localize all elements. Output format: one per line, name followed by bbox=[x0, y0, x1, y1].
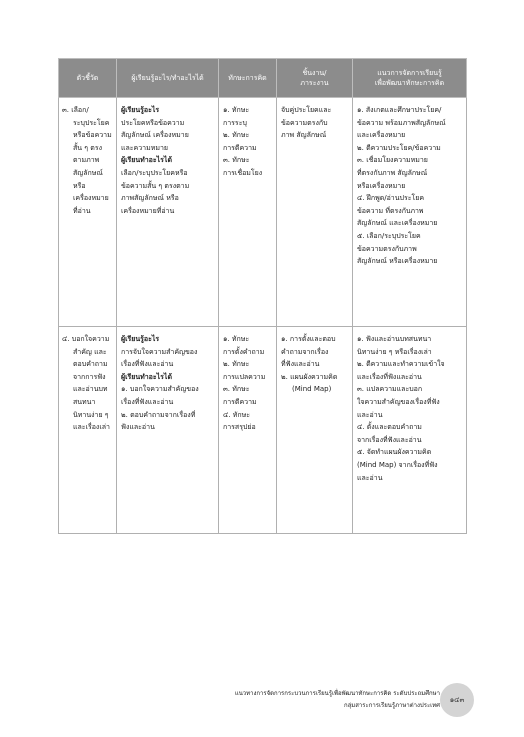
task-cell: จับคู่ประโยคและ ข้อความตรงกับ ภาพ สัญลักษณ์ bbox=[277, 98, 353, 327]
page-number-badge bbox=[440, 683, 474, 717]
header-activity-guideline: แนวการจัดการเรียนรู้ เพื่อพัฒนาทักษะการคิด bbox=[353, 59, 467, 98]
header-thinking-skill: ทักษะการคิด bbox=[219, 59, 277, 98]
table-row bbox=[59, 327, 467, 534]
header-learning-outcome: ผู้เรียนรู้อะไร/ทำอะไรได้ bbox=[117, 59, 219, 98]
indicator-cell: ๓. เลือก/ ระบุประโยค หรือข้อความ สั้น ๆ ตรง ตามภาพ สัญลักษณ์ หรือ เครื่องหมาย ที่อ่าน bbox=[59, 98, 117, 327]
curriculum-table bbox=[58, 58, 467, 534]
activity-cell: ๑. ฟังและอ่านบทสนทนา นิทานง่าย ๆ หรือเรื่องเล่า ๒. ตีความและทำความเข้าใจ และเรื่องที่ฟังและอ่าน ๓. แปลความและบอก ใจความสำคัญของเรื่องที่ฟัง และอ่าน ๔. ตั้งและตอบคำถาม จากเรื่องที่ฟังและอ่าน ๕. จัดทำแผนผังความคิด (Mind Map) จากเรื่องที่ฟัง และอ่าน bbox=[353, 327, 467, 534]
thinking-skill-cell: ๑. ทักษะ การระบุ ๒. ทักษะ การตีความ ๓. ทักษะ การเชื่อมโยง bbox=[219, 98, 277, 327]
thinking-skill-cell: ๑. ทักษะ การตั้งคำถาม ๒. ทักษะ การแปลความ ๓. ทักษะ การตีความ ๔. ทักษะ การสรุปย่อ bbox=[219, 327, 277, 534]
footer-subject-group: กลุ่มสาระการเรียนรู้ภาษาต่างประเทศ bbox=[344, 702, 440, 709]
table-header-row bbox=[59, 59, 467, 98]
learning-outcome-cell: ผู้เรียนรู้อะไร ประโยคหรือข้อความ สัญลักษณ์ เครื่องหมาย และความหมาย ผู้เรียนทำอะไรได้ เลือก/ระบุประโยคหรือ ข้อความสั้น ๆ ตรงตาม ภาพสัญลักษณ์ หรือ เครื่องหมายที่อ่าน bbox=[117, 98, 219, 327]
page-number: ๑๔๓ bbox=[449, 695, 465, 704]
task-cell: ๑. การตั้งและตอบ คำถามจากเรื่อง ที่ฟังและอ่าน ๒. แผนผังความคิด (Mind Map) bbox=[277, 327, 353, 534]
indicator-cell: ๔. บอกใจความ สำคัญ และ ตอบคำถาม จากการฟัง และอ่านบท สนทนา นิทานง่าย ๆ และเรื่องเล่า bbox=[59, 327, 117, 534]
header-indicator: ตัวชี้วัด bbox=[59, 59, 117, 98]
learning-outcome-cell: ผู้เรียนรู้อะไร การจับใจความสำคัญของ เรื่องที่ฟังและอ่าน ผู้เรียนทำอะไรได้ ๑. บอกใจความสำคัญของ เรื่องที่ฟังและอ่าน ๒. ตอบคำถามจากเรื่องที่ ฟังและอ่าน bbox=[117, 327, 219, 534]
header-task: ชิ้นงาน/ ภาระงาน bbox=[277, 59, 353, 98]
footer-book-title: แนวทางการจัดการกระบวนการเรียนรู้เพื่อพัฒนาทักษะการคิด ระดับประถมศึกษา bbox=[234, 690, 440, 697]
curriculum-table-container bbox=[58, 58, 466, 534]
table-row bbox=[59, 98, 467, 327]
activity-cell: ๑. สังเกตและศึกษาประโยค/ ข้อความ พร้อมภาพสัญลักษณ์ และเครื่องหมาย ๒. ตีความประโยค/ข้อความ ๓. เชื่อมโยงความหมาย ที่ตรงกับภาพ สัญลักษณ์ หรือเครื่องหมาย ๔. ฝึกพูด/อ่านประโยค ข้อความ ที่ตรงกับภาพ สัญลักษณ์ และเครื่องหมาย ๕. เลือก/ระบุประโยค ข้อความตรงกับภาพ สัญลักษณ์ หรือเครื่องหมาย bbox=[353, 98, 467, 327]
